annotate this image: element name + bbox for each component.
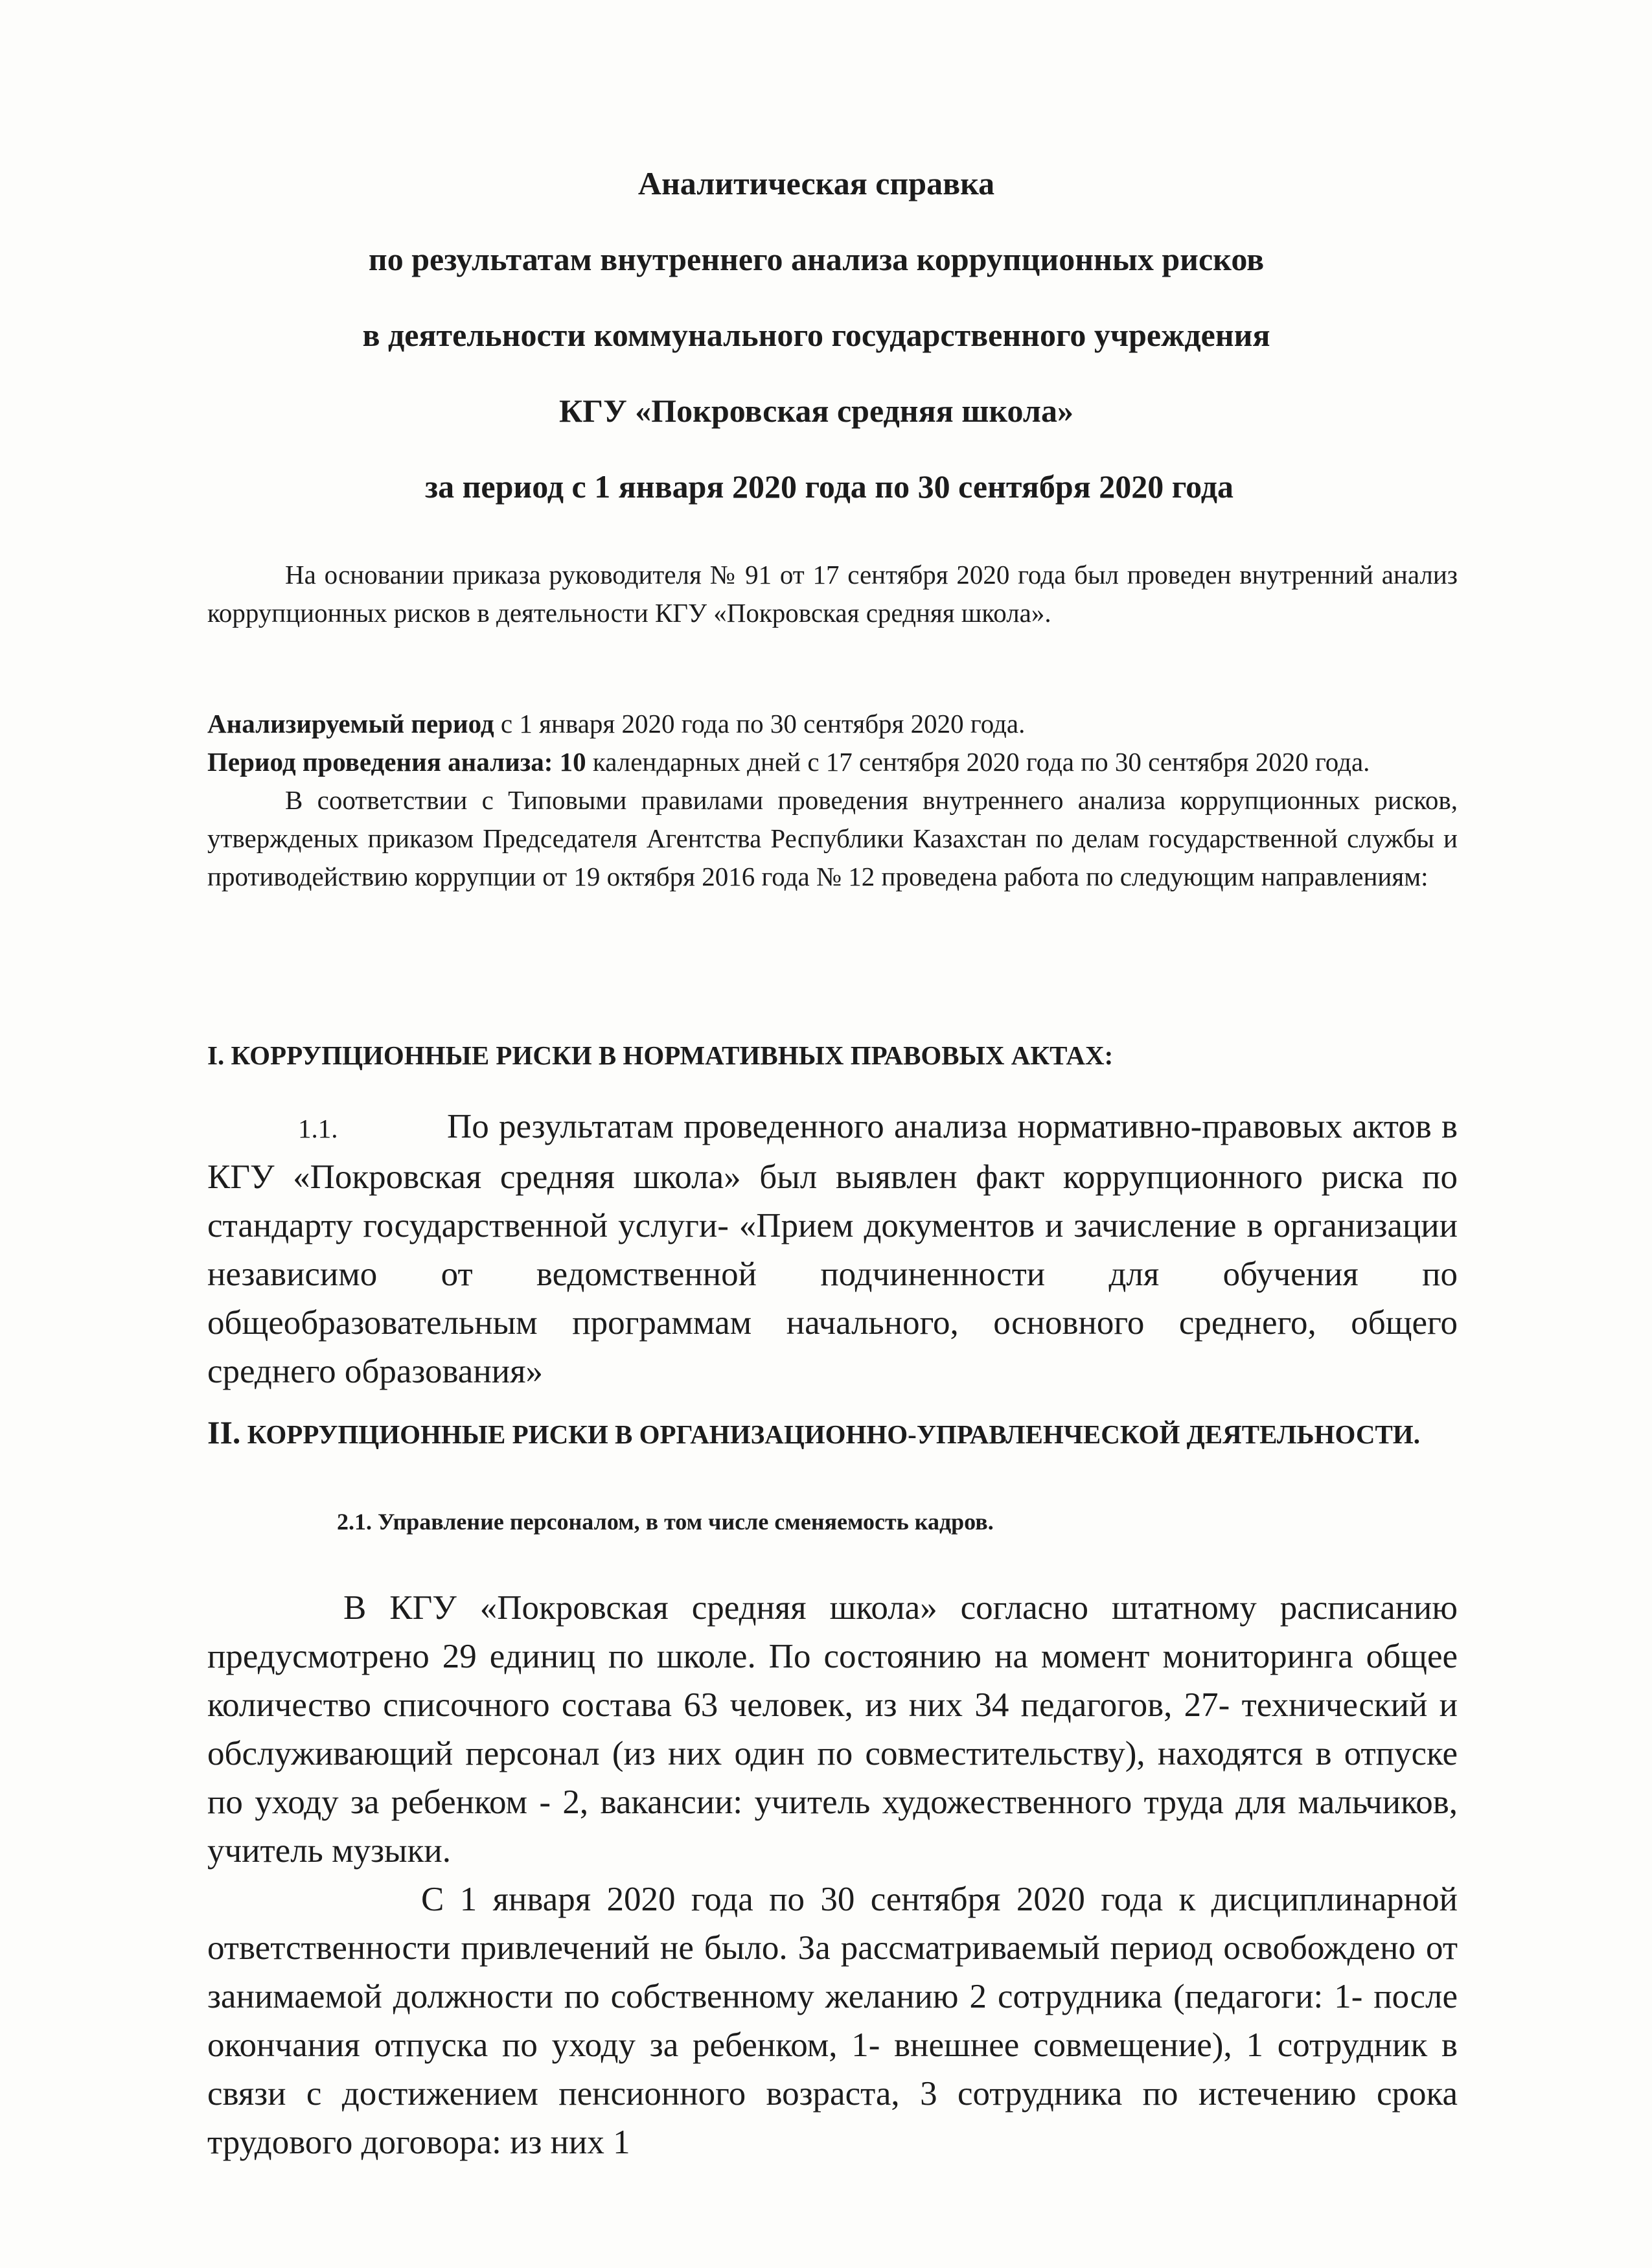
document-title	[207, 146, 1425, 525]
title-line-1: Аналитическая справка	[637, 165, 995, 201]
discipline-text: С 1 января 2020 года по 30 сентября 2020 года к дисциплинарной ответственности привлечений не было. За рассматриваемый период освобождено от занимаемой должности по собственному желанию 2 сотрудника (педагоги: 1- после окончания отпуска по уходу за ребенком, 1- внешнее совмещение), 1 сотрудник в связи с достижением пенсионного возраста, 3 сотрудника по истечению срока трудового договора: из них 1	[207, 1881, 1458, 2161]
section-1-item-paragraph	[207, 1103, 1458, 1396]
analyzed-period-value: с 1 января 2020 года по 30 сентября 2020 года.	[494, 709, 1026, 739]
conduct-period-label: Период проведения анализа: 10	[207, 747, 586, 777]
conduct-period-value: календарных дней с 17 сентября 2020 года по 30 сентября 2020 года.	[586, 747, 1370, 777]
title-line-4: КГУ «Покровская средняя школа»	[559, 393, 1073, 429]
analyzed-period-line	[207, 705, 1458, 743]
title-line-5: за период с 1 января 2020 года по 30 сентября 2020 года	[424, 468, 1234, 505]
item-number: 1.1.	[298, 1114, 338, 1143]
staff-text: В КГУ «Покровская средняя школа» согласно штатному расписанию предусмотрено 29 единиц по школе. По состоянию на момент мониторинга общее количество списочного состава 63 человек, из них 34 педагогов, 27- технический и обслуживающий персонал (из них один по совместительству), находятся в отпуске по уходу за ребенком - 2, вакансии: учитель художественного труда для мальчиков, учитель музыки.	[207, 1589, 1458, 1870]
section-1-heading: I. КОРРУПЦИОННЫЕ РИСКИ В НОРМАТИВНЫХ ПРАВОВЫХ АКТАХ:	[207, 1040, 1114, 1070]
title-line-3: в деятельности коммунального государственного учреждения	[362, 317, 1270, 353]
intro-period-block	[207, 705, 1458, 896]
section-2-number: II.	[207, 1414, 241, 1450]
item-text: По результатам проведенного анализа нормативно-правовых актов в КГУ «Покровская средняя школа» был выявлен факт коррупционного риска по стандарту государственной услуги- «Прием документов и зачисление в организации независимо от ведомственной подчиненности для обучения по общеобразовательным программам начального, основного среднего, общего среднего образования»	[207, 1108, 1458, 1390]
conduct-period-line	[207, 743, 1458, 781]
intro-order-paragraph	[207, 556, 1458, 632]
order-text: На основании приказа руководителя № 91 от 17 сентября 2020 года был проведен внутренний анализ коррупционных рисков в деятельности КГУ «Покровская средняя школа».	[207, 560, 1458, 628]
section-2-title: КОРРУПЦИОННЫЕ РИСКИ В ОРГАНИЗАЦИОННО-УПРАВЛЕНЧЕСКОЙ ДЕЯТЕЛЬНОСТИ.	[247, 1419, 1420, 1449]
title-line-2: по результатам внутреннего анализа коррупционных рисков	[368, 241, 1265, 277]
rules-text: В соответствии с Типовыми правилами проведения внутреннего анализа коррупционных рисков, утвержденых приказом Председателя Агентства Республики Казахстан по делам государственной службы и противодействию коррупции от 19 октября 2016 года № 12 проведена работа по следующим направлениям:	[207, 785, 1458, 891]
section-2-1-heading: 2.1. Управление персоналом, в том числе сменяемость кадров.	[337, 1509, 994, 1535]
section-2-heading	[207, 1411, 1458, 1456]
staff-paragraph	[207, 1584, 1458, 1875]
analyzed-period-label: Анализируемый период	[207, 709, 494, 739]
discipline-paragraph	[207, 1875, 1458, 2167]
section-1-item	[207, 1103, 1458, 1396]
